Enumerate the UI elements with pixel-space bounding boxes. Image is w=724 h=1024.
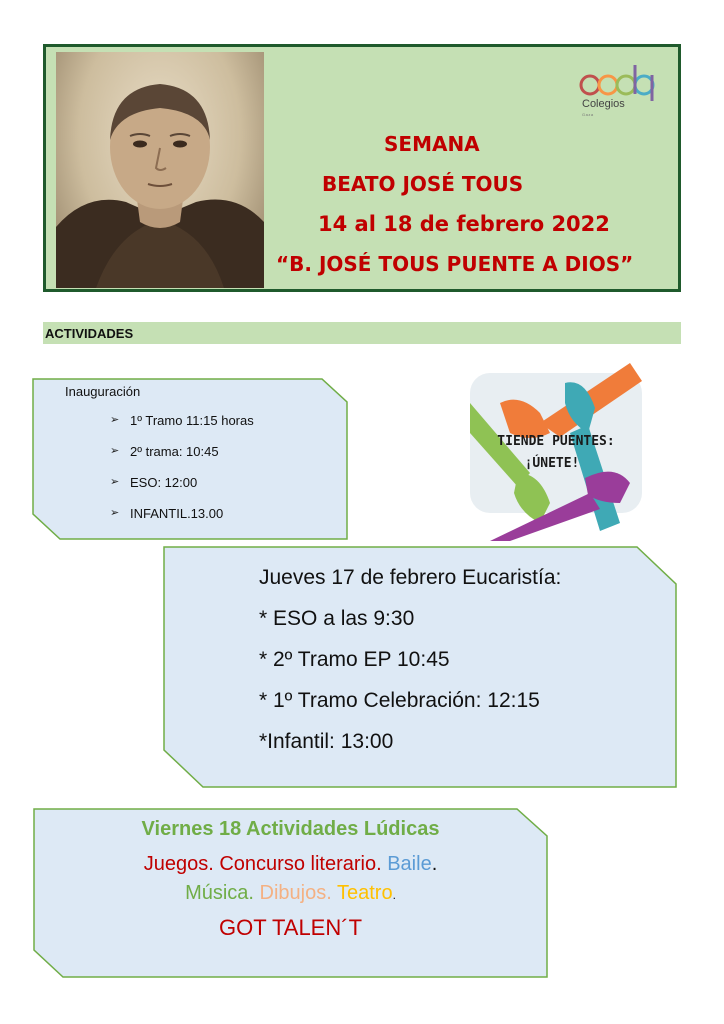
activity-musica: Música. xyxy=(185,882,254,904)
list-item-text: 2º trama: 10:45 xyxy=(130,444,219,459)
arrowhead-bullet-icon: ➢ xyxy=(110,445,120,457)
list-item: * 2º Tramo EP 10:45 xyxy=(259,648,450,671)
list-item-text: INFANTIL.13.00 xyxy=(130,506,224,521)
colegios-logo xyxy=(578,61,668,119)
viernes-activities-line1 xyxy=(33,853,548,876)
viernes-content xyxy=(33,808,548,941)
list-item xyxy=(110,506,254,537)
section-heading-actividades: ACTIVIDADES xyxy=(43,322,681,344)
list-item-text: 1º Tramo 11:15 horas xyxy=(130,413,254,428)
list-item xyxy=(110,413,254,444)
list-item: * ESO a las 9:30 xyxy=(259,607,415,630)
inauguracion-title: Inauguración xyxy=(65,384,141,399)
graphic-text-line1: TIENDE PUENTES: xyxy=(497,434,615,449)
banner-line-motto: “B. JOSÉ TOUS PUENTE A DIOS” xyxy=(276,252,634,276)
header-banner xyxy=(43,44,681,292)
logo-text: Colegios xyxy=(582,98,625,110)
activity-juegos: Juegos. xyxy=(143,853,214,875)
arrowhead-bullet-icon: ➢ xyxy=(110,414,120,426)
banner-line-beato: BEATO JOSÉ TOUS xyxy=(322,172,524,196)
logo-mark-icon xyxy=(578,61,668,101)
activity-concurso: Concurso literario. xyxy=(219,853,382,875)
viernes-talent: GOT TALEN´T xyxy=(218,915,363,940)
arrowhead-bullet-icon: ➢ xyxy=(110,507,120,519)
eucaristia-lines xyxy=(259,566,561,771)
arrowhead-bullet-icon: ➢ xyxy=(110,476,120,488)
banner-line-semana: SEMANA xyxy=(384,132,480,156)
banner-line-dates: 14 al 18 de febrero 2022 xyxy=(318,212,610,236)
activity-dibujos: Dibujos. xyxy=(259,882,332,904)
viernes-title: Viernes 18 Actividades Lúdicas xyxy=(141,818,440,840)
list-item xyxy=(110,444,254,475)
portrait-photo xyxy=(56,52,264,288)
tiende-puentes-graphic xyxy=(470,363,642,541)
logo-subtext: Gaza xyxy=(582,112,594,117)
graphic-text-line2: ¡ÚNETE! xyxy=(524,456,580,471)
list-item-text: ESO: 12:00 xyxy=(130,475,198,490)
activity-baile: Baile xyxy=(387,853,432,875)
eucaristia-box xyxy=(163,546,677,788)
list-item: * 1º Tramo Celebración: 12:15 xyxy=(259,689,540,712)
punctuation-dot: . xyxy=(392,888,396,902)
eucaristia-heading: Jueves 17 de febrero Eucaristía: xyxy=(259,566,562,589)
punctuation-dot: . xyxy=(431,853,438,875)
inauguracion-list xyxy=(110,413,254,537)
viernes-activities-line2 xyxy=(33,882,548,905)
list-item xyxy=(110,475,254,506)
list-item: *Infantil: 13:00 xyxy=(259,730,394,753)
portrait-illustration xyxy=(56,52,264,288)
activity-teatro: Teatro xyxy=(337,882,393,904)
inauguracion-box xyxy=(32,378,348,540)
viernes-box xyxy=(33,808,548,978)
hands-icon xyxy=(470,363,642,541)
